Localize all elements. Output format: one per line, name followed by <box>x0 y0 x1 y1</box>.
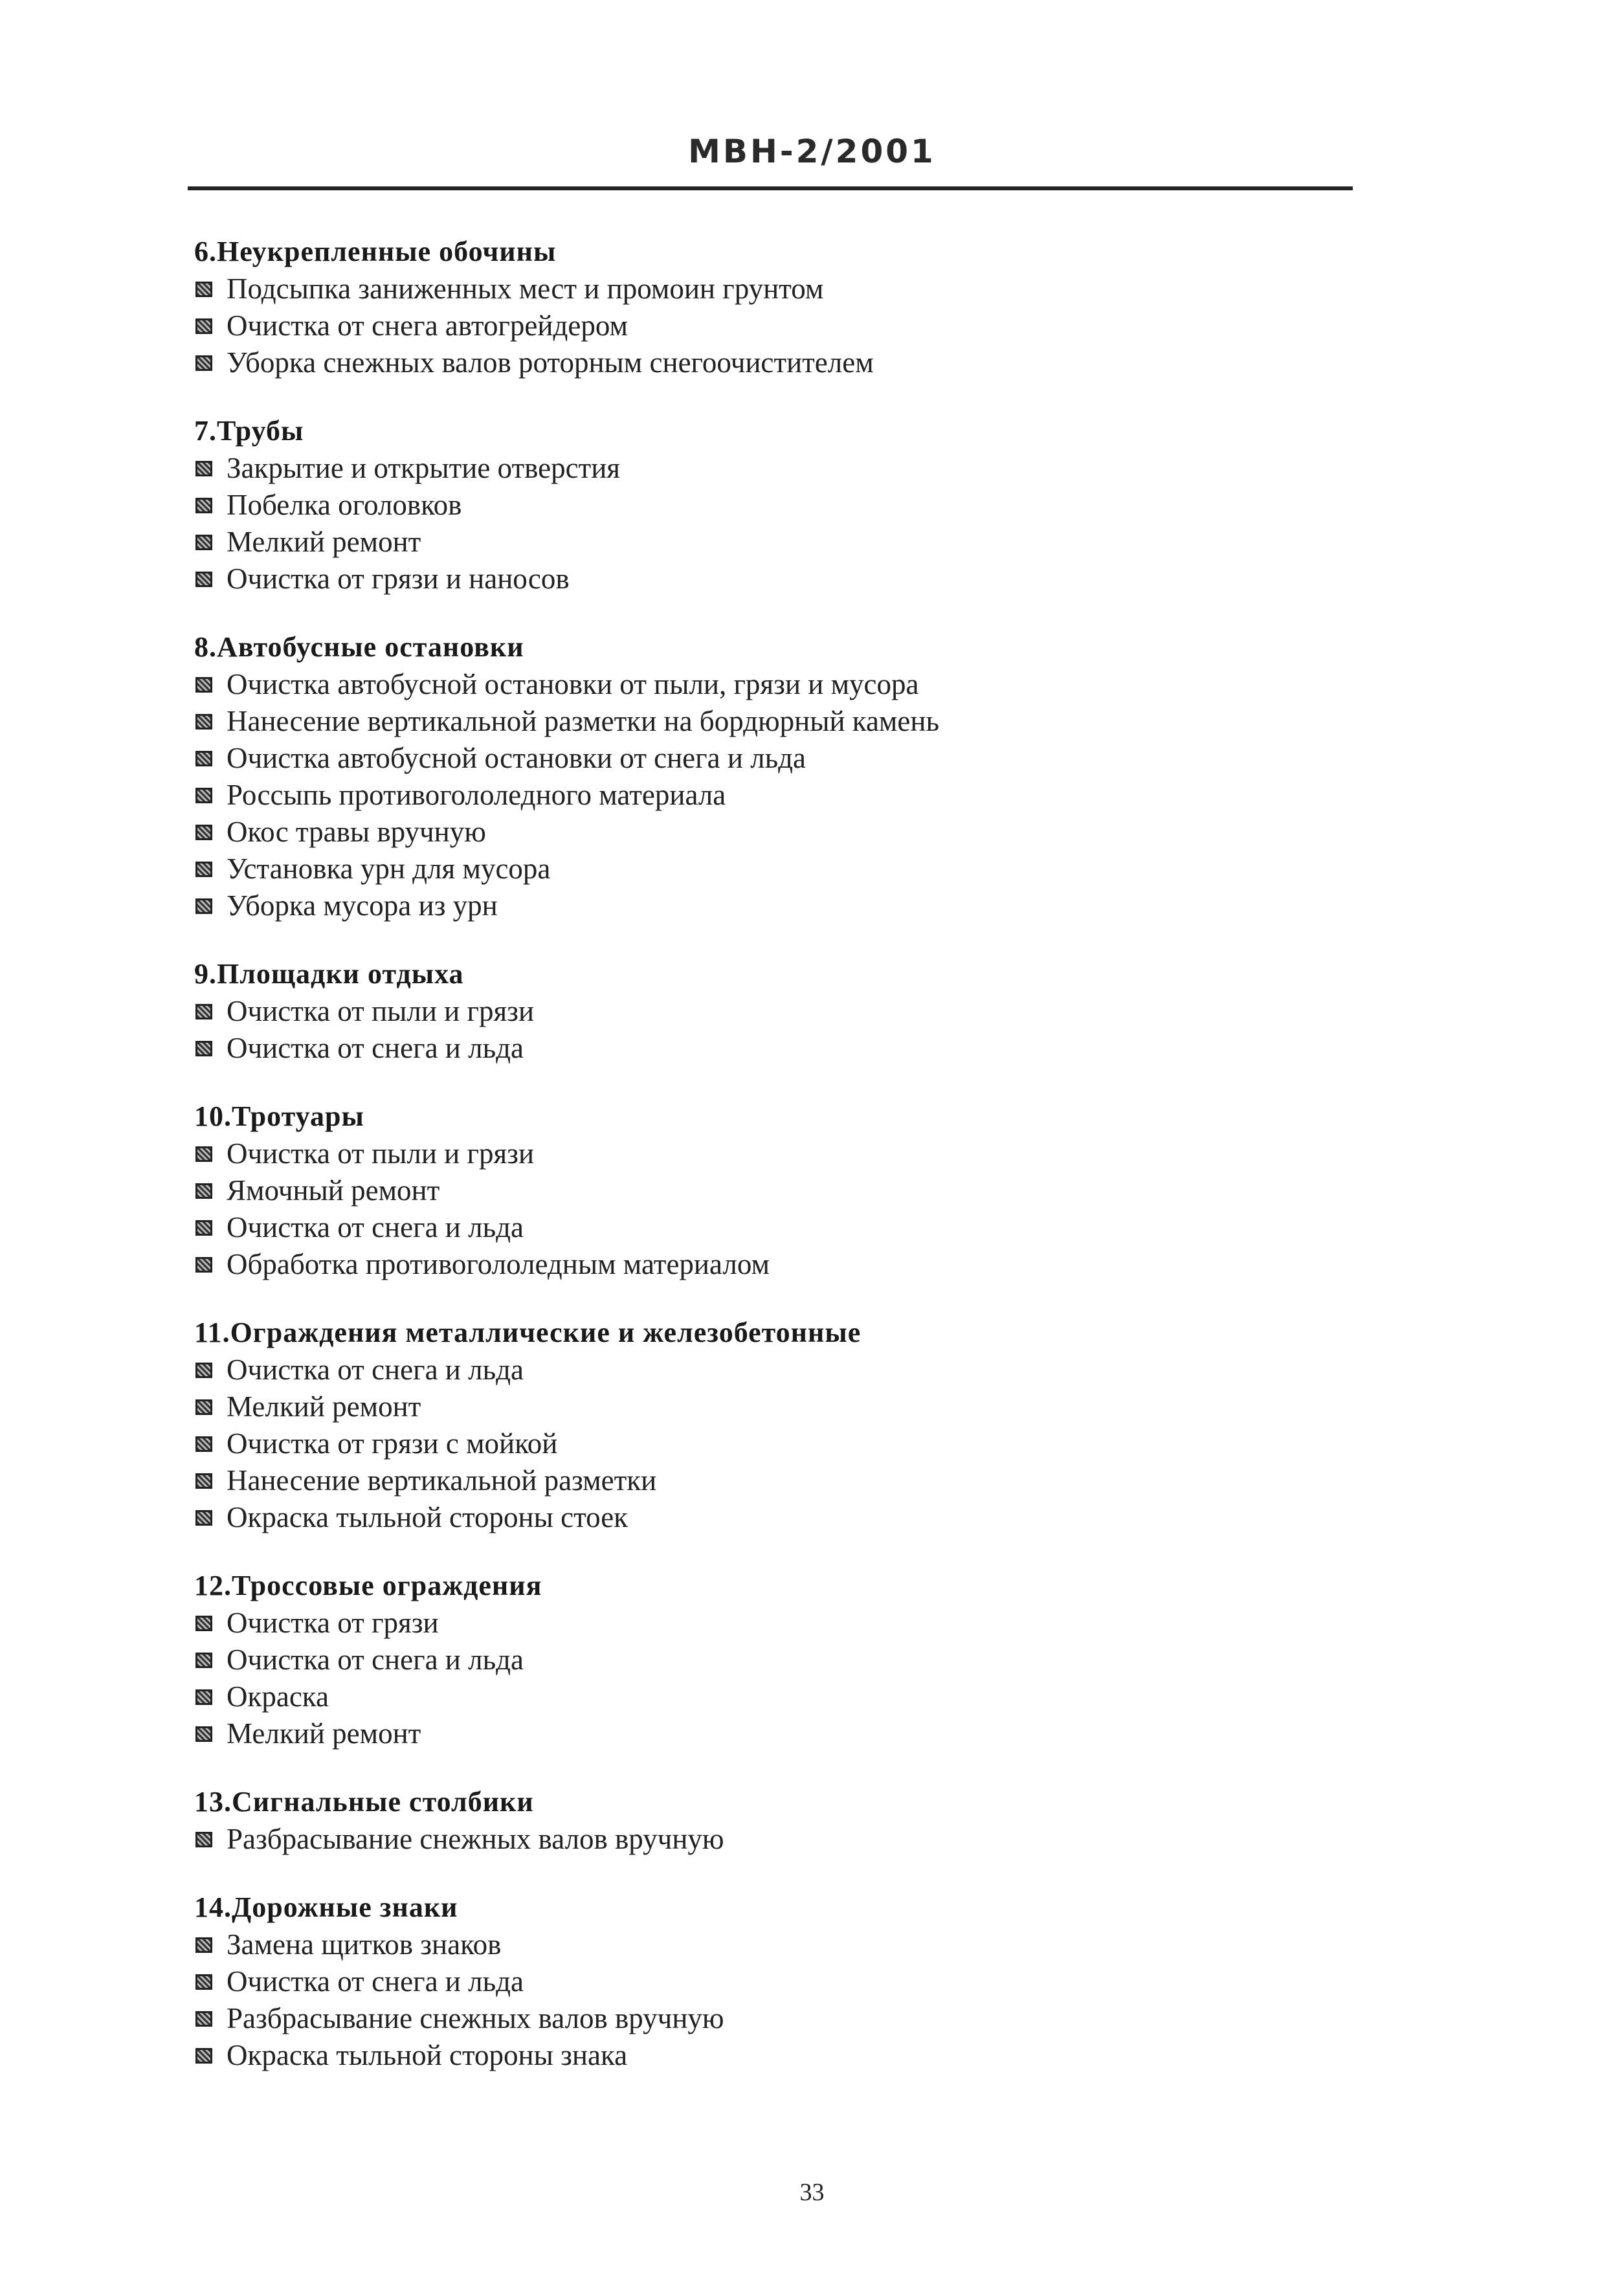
list-item <box>194 450 1424 487</box>
square-bullet-icon <box>195 1146 212 1162</box>
section-title: 13.Сигнальные столбики <box>194 1786 534 1818</box>
list-item <box>194 1715 1424 1752</box>
list-item-text: Установка урн для мусора <box>227 852 551 885</box>
section-title: 10.Тротуары <box>194 1100 364 1132</box>
square-bullet-icon <box>195 535 212 550</box>
section <box>194 1889 1424 2074</box>
list-item <box>194 666 1424 703</box>
list-item-text: Разбрасывание снежных валов вручную <box>227 1823 724 1855</box>
list-item-text: Очистка от снега и льда <box>227 1353 524 1386</box>
list-item <box>194 1642 1424 1678</box>
list-item <box>194 1030 1424 1067</box>
list-item-text: Очистка от пыли и грязи <box>227 995 535 1027</box>
square-bullet-icon <box>195 355 212 371</box>
list-item-text: Очистка автобусной остановки от снега и льда <box>227 742 806 774</box>
section <box>194 955 1424 1067</box>
list-item <box>194 1246 1424 1283</box>
list-item-text: Очистка от снега и льда <box>227 1965 524 1998</box>
section <box>194 412 1424 597</box>
list-item-text: Нанесение вертикальной разметки на бордюрный камень <box>227 705 939 737</box>
square-bullet-icon <box>195 751 212 766</box>
list-item-text: Очистка от грязи и наносов <box>227 562 570 595</box>
list-item-text: Россыпь противогололедного материала <box>227 779 726 811</box>
list-item <box>194 307 1424 344</box>
square-bullet-icon <box>195 714 212 729</box>
section-title: 6.Неукрепленные обочины <box>194 236 557 267</box>
square-bullet-icon <box>195 318 212 334</box>
square-bullet-icon <box>195 1183 212 1199</box>
square-bullet-icon <box>195 898 212 914</box>
square-bullet-icon <box>195 677 212 693</box>
list-item-text: Очистка от грязи с мойкой <box>227 1427 558 1460</box>
square-bullet-icon <box>195 1653 212 1668</box>
section <box>194 233 1424 381</box>
list-item-text: Побелка оголовков <box>227 489 462 521</box>
list-item <box>194 1821 1424 1858</box>
square-bullet-icon <box>195 862 212 877</box>
list-item-text: Мелкий ремонт <box>227 1390 421 1423</box>
square-bullet-icon <box>195 461 212 476</box>
square-bullet-icon <box>195 1257 212 1273</box>
header-divider <box>188 186 1353 190</box>
square-bullet-icon <box>195 498 212 513</box>
list-item <box>194 1352 1424 1388</box>
list-item-text: Окраска тыльной стороны стоек <box>227 1501 628 1533</box>
list-item-text: Закрытие и открытие отверстия <box>227 452 621 484</box>
list-item-text: Обработка противогололедным материалом <box>227 1248 770 1280</box>
list-item-text: Мелкий ремонт <box>227 526 421 558</box>
square-bullet-icon <box>195 1399 212 1415</box>
list-item <box>194 887 1424 924</box>
section-title: 7.Трубы <box>194 415 304 447</box>
square-bullet-icon <box>195 1363 212 1378</box>
list-item-text: Очистка автобусной остановки от пыли, грязи и мусора <box>227 668 919 700</box>
list-item <box>194 1388 1424 1425</box>
square-bullet-icon <box>195 1041 212 1056</box>
list-item <box>194 1425 1424 1462</box>
section-title: 8.Автобусные остановки <box>194 631 524 663</box>
square-bullet-icon <box>195 1436 212 1452</box>
list-item <box>194 740 1424 777</box>
list-item <box>194 1172 1424 1209</box>
list-item-text: Уборка снежных валов роторным снегоочистителем <box>227 346 874 379</box>
list-item-text: Окраска <box>227 1680 329 1713</box>
square-bullet-icon <box>195 282 212 297</box>
list-item-text: Мелкий ремонт <box>227 1717 421 1750</box>
square-bullet-icon <box>195 825 212 840</box>
list-item <box>194 703 1424 740</box>
list-item <box>194 344 1424 381</box>
list-item <box>194 2000 1424 2037</box>
page-number: 33 <box>799 2179 825 2206</box>
section <box>194 1098 1424 1283</box>
square-bullet-icon <box>195 1220 212 1236</box>
square-bullet-icon <box>195 1832 212 1847</box>
square-bullet-icon <box>195 1004 212 1019</box>
document-header-title: МВН-2/2001 <box>688 133 936 170</box>
list-item <box>194 524 1424 561</box>
list-item-text: Очистка от грязи <box>227 1607 439 1639</box>
list-item <box>194 271 1424 307</box>
list-item <box>194 1678 1424 1715</box>
list-item <box>194 1605 1424 1642</box>
list-item <box>194 1926 1424 1963</box>
list-item <box>194 777 1424 814</box>
list-item-text: Окос травы вручную <box>227 816 486 848</box>
list-item-text: Замена щитков знаков <box>227 1928 502 1961</box>
section <box>194 1783 1424 1858</box>
section-title: 14.Дорожные знаки <box>194 1891 458 1923</box>
square-bullet-icon <box>195 2011 212 2027</box>
list-item <box>194 814 1424 851</box>
list-item <box>194 561 1424 597</box>
list-item-text: Ямочный ремонт <box>227 1174 440 1207</box>
list-item-text: Очистка от снега и льда <box>227 1032 524 1064</box>
list-item <box>194 851 1424 887</box>
list-item-text: Разбрасывание снежных валов вручную <box>227 2002 724 2034</box>
list-item <box>194 993 1424 1030</box>
section-title: 9.Площадки отдыха <box>194 958 464 990</box>
list-item-text: Очистка от пыли и грязи <box>227 1137 535 1170</box>
section <box>194 1567 1424 1752</box>
list-item-text: Нанесение вертикальной разметки <box>227 1464 657 1497</box>
list-item-text: Окраска тыльной стороны знака <box>227 2039 628 2071</box>
square-bullet-icon <box>195 788 212 803</box>
document-body <box>194 233 1424 2105</box>
square-bullet-icon <box>195 1473 212 1489</box>
section-title: 11.Ограждения металлические и железобетонные <box>194 1317 862 1348</box>
section-title: 12.Троссовые ограждения <box>194 1570 542 1601</box>
square-bullet-icon <box>195 1974 212 1990</box>
square-bullet-icon <box>195 572 212 587</box>
list-item <box>194 1963 1424 2000</box>
square-bullet-icon <box>195 1726 212 1742</box>
section <box>194 629 1424 924</box>
list-item <box>194 487 1424 524</box>
list-item <box>194 1499 1424 1536</box>
list-item <box>194 1209 1424 1246</box>
section <box>194 1314 1424 1536</box>
square-bullet-icon <box>195 2048 212 2064</box>
list-item <box>194 1462 1424 1499</box>
list-item-text: Очистка от снега и льда <box>227 1211 524 1243</box>
list-item <box>194 2037 1424 2074</box>
square-bullet-icon <box>195 1689 212 1705</box>
square-bullet-icon <box>195 1937 212 1953</box>
list-item <box>194 1135 1424 1172</box>
list-item-text: Очистка от снега и льда <box>227 1643 524 1676</box>
list-item-text: Уборка мусора из урн <box>227 889 498 922</box>
square-bullet-icon <box>195 1616 212 1631</box>
square-bullet-icon <box>195 1510 212 1526</box>
list-item-text: Очистка от снега автогрейдером <box>227 309 628 342</box>
list-item-text: Подсыпка заниженных мест и промоин грунтом <box>227 273 824 305</box>
